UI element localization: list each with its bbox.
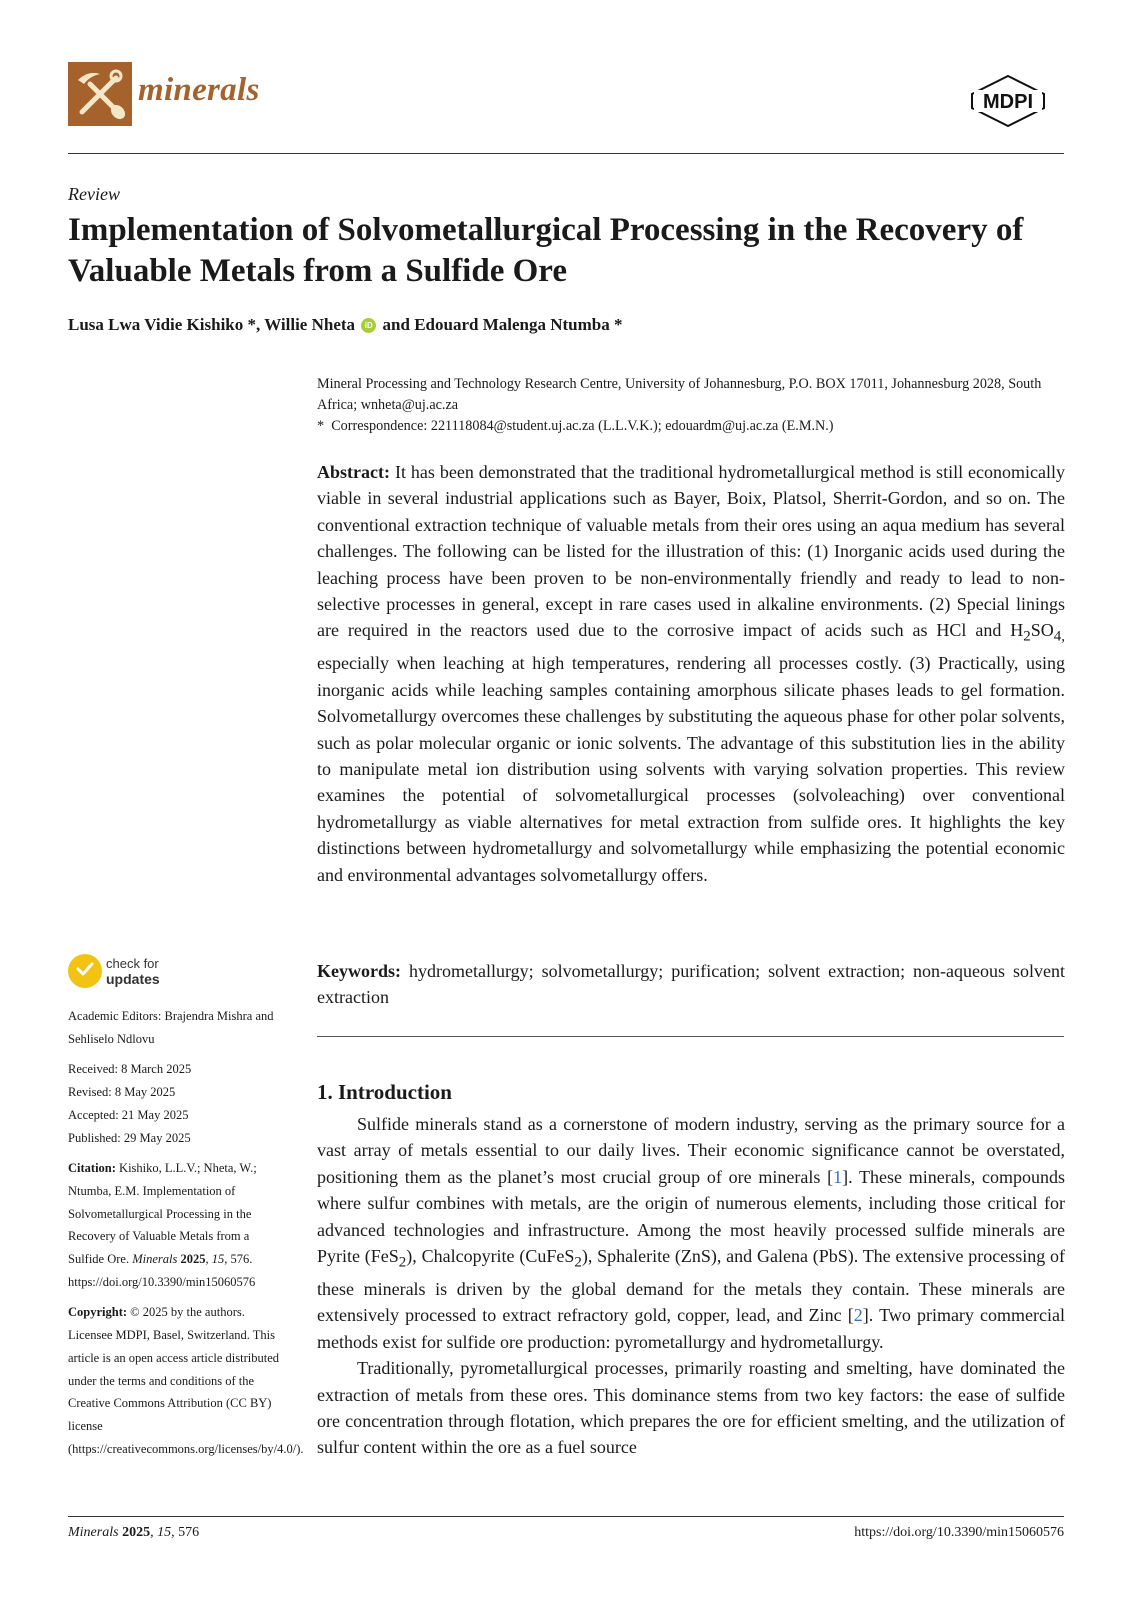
introduction-body [317, 1111, 1065, 1461]
keywords-divider [317, 1036, 1064, 1037]
updates-label: updates [106, 971, 160, 987]
citation-link[interactable]: 1 [833, 1166, 843, 1187]
author-1: Lusa Lwa Vidie Kishiko *, [68, 315, 265, 334]
footer-divider [68, 1516, 1064, 1517]
journal-name: minerals [138, 72, 260, 108]
correspondence-text: Correspondence: 221118084@student.uj.ac.za (L.L.V.K.); edouardm@uj.ac.za (E.M.N.) [331, 418, 834, 434]
article-info-sidebar [68, 1005, 304, 1468]
updates-badge-icon [68, 954, 102, 988]
citation: Citation: Kishiko, L.L.V.; Nheta, W.; Ntumba, E.M. Implementation of Solvometallurgical Processing in the Recovery of Valuable Metals from a Sulfide Ore. Minerals 2025, 15, 576. https://doi.org/10.3390/min15060576 [68, 1161, 257, 1289]
paragraph: Sulfide minerals stand as a cornerstone of modern industry, serving as the primary source for a vast array of metals essential to our daily lives. Their economic significance cannot be overstated, positioning them as the planet’s most crucial group of ore minerals [1]. These minerals, compounds where sulfur combines with metals, are the origin of numerous elements, including those critical for advanced technologies and infrastructure. Among the most heavily processed sulfide minerals are Pyrite (FeS$_2$), Chalcopyrite (CuFeS$_2$), Sphalerite (ZnS), and Galena (PbS). The extensive processing of these minerals is driven by the global demand for the metals they contain. These minerals are extensively processed to extract refractory gold, copper, lead, and Zinc [2]. Two primary commercial methods exist for sulfide ore production: pyrometallurgy and hydrometallurgy. [317, 1114, 1066, 1352]
section-heading-introduction: 1. Introduction [317, 1080, 452, 1104]
academic-editors: Academic Editors: Brajendra Mishra and Sehliselo Ndlovu [68, 1009, 274, 1046]
pickaxe-shovel-icon [68, 62, 132, 126]
affiliation-block [317, 374, 1057, 437]
article-title: Implementation of Solvometallurgical Processing in the Recovery of Valuable Metals from a Sulfide Ore [68, 212, 1024, 289]
citation-link[interactable]: 2 [853, 1305, 863, 1326]
abstract [317, 459, 1065, 888]
footer-citation: Minerals 2025, 15, 576 [68, 1525, 200, 1540]
accepted-date: Accepted: 21 May 2025 [68, 1107, 189, 1122]
mdpi-logo [968, 74, 1048, 128]
check-for-updates-badge[interactable] [68, 954, 188, 994]
correspondence-mark: * [317, 418, 325, 434]
header-divider [68, 153, 1064, 154]
orcid-icon[interactable]: iD [361, 318, 376, 333]
article-type: Review [68, 184, 120, 204]
author-list [68, 315, 1064, 335]
footer-doi-link[interactable]: https://doi.org/10.3390/min15060576 [854, 1525, 1064, 1540]
subscript: 2 [1023, 629, 1031, 646]
mdpi-logo-text: MDPI [983, 91, 1033, 113]
copyright: Copyright: © 2025 by the authors. Licensee MDPI, Basel, Switzerland. This article is an open access article distributed under the terms and conditions of the Creative Commons Attribution (CC BY) license (https://creativecommons.org/licenses/by/4.0/). [68, 1305, 304, 1456]
correspondence [317, 416, 1057, 437]
keywords [317, 958, 1065, 1011]
check-for-label: check for [106, 956, 159, 971]
keywords-text: hydrometallurgy; solvometallurgy; purification; solvent extraction; non-aqueous solvent extraction [317, 961, 1065, 1008]
revised-date: Revised: 8 May 2025 [68, 1085, 176, 1100]
author-2: Willie Nheta [264, 315, 356, 334]
abstract-text-1: It has been demonstrated that the traditional hydrometallurgical method is still economically viable in several industrial applications such as Bayer, Boix, Platsol, Sherrit-Gordon, and so on. The conventional extraction technique of valuable metals from their ores using an aqua medium has several challenges. The following can be listed for the illustration of this: (1) Inorganic acids used during the leaching process have been proven to be non-environmentally friendly and ready to lead to non-selective processes in general, except in rare cases used in alkaline environments. (2) Special linings are required in the reactors used due to the corrosive impact of acids such as HCl and H [317, 462, 1065, 641]
author-3: and Edouard Malenga Ntumba * [378, 315, 623, 334]
abstract-text-2: SO [1030, 620, 1054, 641]
dates [68, 1058, 288, 1149]
paragraph: Traditionally, pyrometallurgical processes, primarily roasting and smelting, have dominated the extraction of metals from these ores. This dominance stems from two key factors: the ease of sulfide ore concentration through flotation, which prepares the ore for efficient smelting, and the utilization of sulfur content within the ore as a fuel source [317, 1358, 1065, 1458]
affiliation: Mineral Processing and Technology Research Centre, University of Johannesburg, P.O. BOX 17011, Johannesburg 2028, South Africa; wnheta@uj.ac.za [317, 376, 1042, 413]
keywords-label: Keywords: [317, 961, 401, 981]
journal-logo [68, 62, 132, 126]
abstract-label: Abstract: [317, 462, 390, 482]
abstract-text-3: especially when leaching at high temperatures, rendering all processes costly. (3) Practically, using inorganic acids while leaching samples containing amorphous silicate phases leads to gel formation. Solvometallurgy overcomes these challenges by substituting the aqueous phase for other polar solvents, such as polar molecular organic or ionic solvents. The advantage of this substitution lies in the ability to manipulate metal ion distribution using solvents with varying solvation properties. This review examines the potential of solvometallurgical processes (solvoleaching) over conventional hydrometallurgy as viable alternatives for metal extraction from sulfide ores. It highlights the key distinctions between hydrometallurgy and solvometallurgy while emphasizing the potential economic and environmental advantages solvometallurgy offers. [317, 653, 1065, 885]
subscript: 4, [1053, 629, 1065, 646]
received-date: Received: 8 March 2025 [68, 1062, 192, 1077]
published-date: Published: 29 May 2025 [68, 1130, 191, 1145]
